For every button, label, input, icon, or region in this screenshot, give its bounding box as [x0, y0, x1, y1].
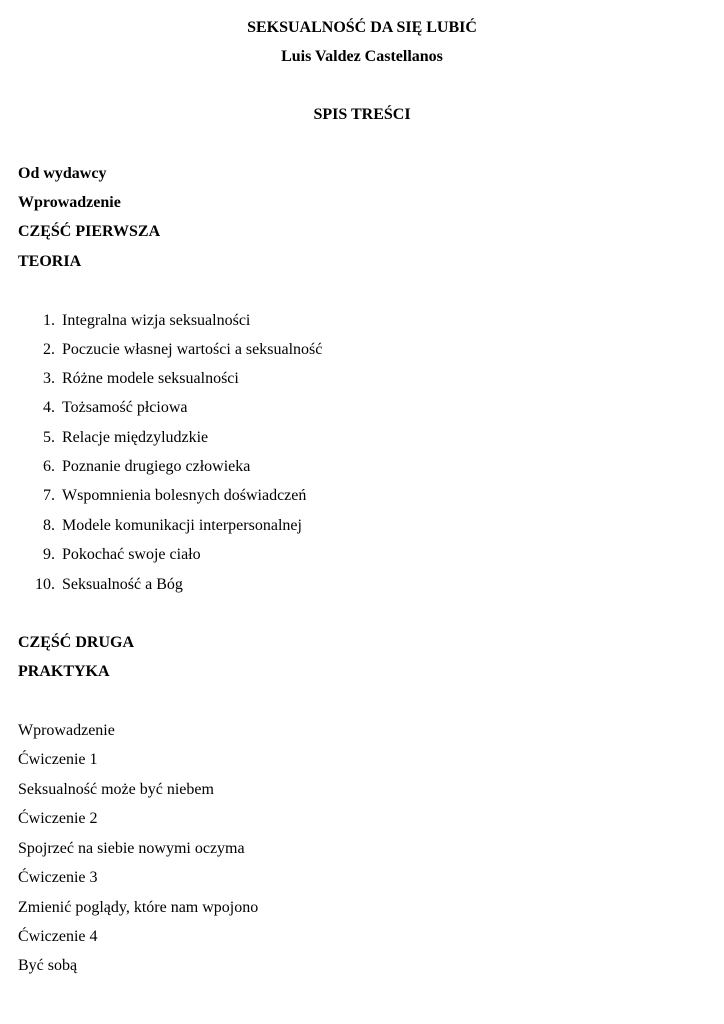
chapter-number: 9. [43, 546, 55, 563]
practice-entry: Seksualność może być niebem [18, 781, 214, 798]
part-one-subheading: TEORIA [18, 253, 82, 270]
book-title: SEKSUALNOŚĆ DA SIĘ LUBIĆ [247, 19, 477, 36]
part-two-subheading: PRAKTYKA [18, 663, 110, 680]
part-two-heading: CZĘŚĆ DRUGA [18, 634, 135, 651]
part-one-heading: CZĘŚĆ PIERWSZA [18, 223, 161, 240]
book-author: Luis Valdez Castellanos [281, 48, 443, 65]
chapter-title: Różne modele seksualności [62, 370, 239, 387]
toc-heading: SPIS TREŚCI [313, 106, 411, 123]
practice-entry: Spojrzeć na siebie nowymi oczyma [18, 840, 245, 857]
toc-entry-od-wydawcy: Od wydawcy [18, 165, 107, 182]
chapter-number: 1. [43, 312, 55, 329]
chapter-number: 10. [35, 576, 55, 593]
chapter-title: Integralna wizja seksualności [62, 312, 251, 329]
chapter-number: 2. [43, 341, 55, 358]
chapter-title: Seksualność a Bóg [62, 576, 183, 593]
chapter-number: 8. [43, 517, 55, 534]
practice-entry: Ćwiczenie 3 [18, 869, 98, 886]
chapter-title: Poznanie drugiego człowieka [62, 458, 251, 475]
practice-entry: Ćwiczenie 4 [18, 928, 98, 945]
practice-entry: Ćwiczenie 2 [18, 810, 98, 827]
practice-entry: Zmienić poglądy, które nam wpojono [18, 899, 259, 916]
chapter-number: 7. [43, 487, 55, 504]
chapter-title: Wspomnienia bolesnych doświadczeń [62, 487, 307, 504]
chapter-number: 5. [43, 429, 55, 446]
chapter-title: Pokochać swoje ciało [62, 546, 201, 563]
practice-entry: Być sobą [18, 957, 78, 974]
toc-entry-wprowadzenie: Wprowadzenie [18, 194, 121, 211]
chapter-number: 4. [43, 399, 55, 416]
chapter-title: Modele komunikacji interpersonalnej [62, 517, 302, 534]
chapter-number: 3. [43, 370, 55, 387]
chapter-title: Poczucie własnej wartości a seksualność [62, 341, 323, 358]
practice-entry: Ćwiczenie 1 [18, 751, 98, 768]
chapter-number: 6. [43, 458, 55, 475]
chapter-title: Relacje międzyludzkie [62, 429, 209, 446]
chapter-title: Tożsamość płciowa [62, 399, 188, 416]
practice-entry: Wprowadzenie [18, 722, 115, 739]
